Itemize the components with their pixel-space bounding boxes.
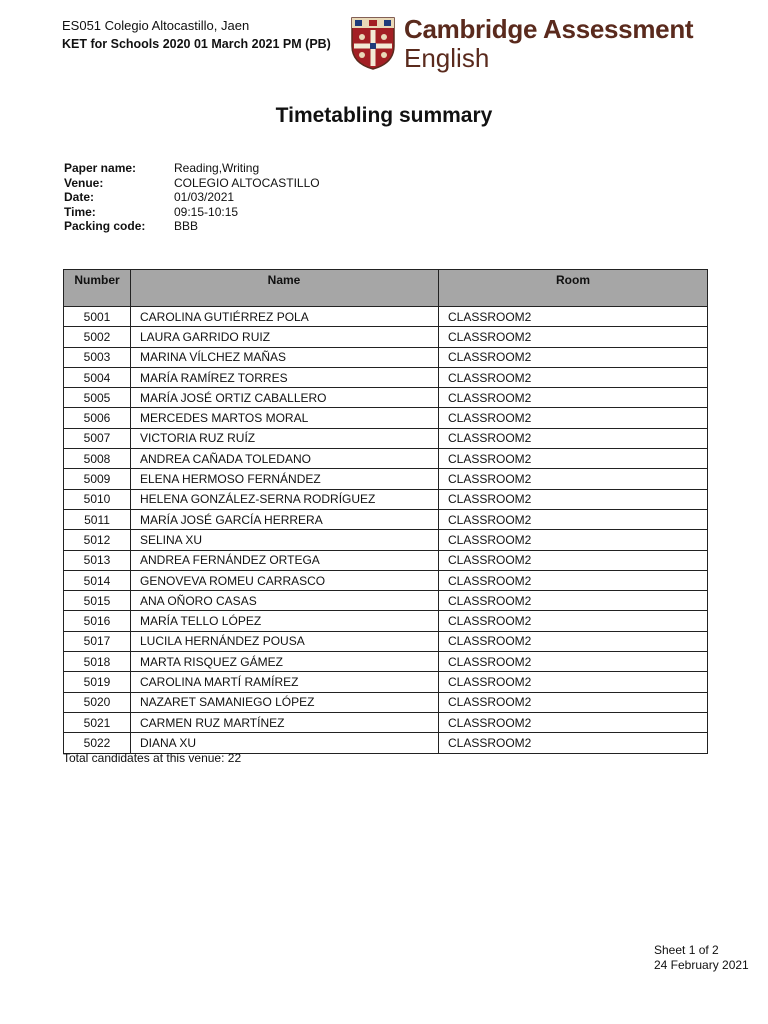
candidate-room: CLASSROOM2 [439,367,708,387]
table-row [64,530,708,550]
meta-label: Venue: [64,175,104,190]
table-row [64,428,708,448]
table-row [64,672,708,692]
meta-row [64,176,320,191]
candidate-number: 5010 [64,489,131,509]
table-row [64,307,708,327]
candidate-number: 5021 [64,712,131,732]
table-row [64,347,708,367]
table-row [64,652,708,672]
candidate-number: 5015 [64,591,131,611]
table-header-row [64,270,708,307]
table-row [64,611,708,631]
candidate-room: CLASSROOM2 [439,712,708,732]
candidate-name: ELENA HERMOSO FERNÁNDEZ [131,469,439,489]
candidate-number: 5001 [64,307,131,327]
candidate-number: 5012 [64,530,131,550]
candidate-room: CLASSROOM2 [439,489,708,509]
paper-details [64,161,320,234]
candidate-room: CLASSROOM2 [439,530,708,550]
table-row [64,591,708,611]
logo-line2: English [404,43,490,73]
candidate-room: CLASSROOM2 [439,428,708,448]
print-date: 24 February 2021 [654,957,749,972]
header-room: Room [439,270,708,307]
candidate-name: MARTA RISQUEZ GÁMEZ [131,652,439,672]
table-row [64,509,708,529]
candidate-number: 5022 [64,733,131,753]
candidate-number: 5007 [64,428,131,448]
candidate-number: 5020 [64,692,131,712]
meta-row [64,161,320,176]
meta-label: Packing code: [64,219,146,233]
meta-row [64,219,320,234]
table-row [64,469,708,489]
candidate-name: GENOVEVA ROMEU CARRASCO [131,570,439,590]
sheet-number: Sheet 1 of 2 [654,943,719,957]
candidate-name: MARÍA JOSÉ GARCÍA HERRERA [131,509,439,529]
meta-row [64,205,320,220]
table-row [64,692,708,712]
candidate-name: MARÍA TELLO LÓPEZ [131,611,439,631]
header-number: Number [64,270,131,307]
candidate-room: CLASSROOM2 [439,449,708,469]
candidate-name: NAZARET SAMANIEGO LÓPEZ [131,692,439,712]
candidate-room: CLASSROOM2 [439,469,708,489]
candidate-room: CLASSROOM2 [439,388,708,408]
page-title: Timetabling summary [275,104,493,127]
exam-session: KET for Schools 2020 01 March 2021 PM (PB) [62,37,331,51]
candidate-name: SELINA XU [131,530,439,550]
meta-label: Date: [64,190,95,204]
centre-name: ES051 Colegio Altocastillo, Jaen [62,18,250,33]
meta-value: 09:15-10:15 [174,204,239,219]
meta-label: Paper name: [64,161,137,175]
candidate-number: 5019 [64,672,131,692]
header-name: Name [131,270,439,307]
candidate-number: 5005 [64,388,131,408]
table-row [64,712,708,732]
meta-row [64,190,320,205]
candidate-number: 5017 [64,631,131,651]
cambridge-logo [350,14,694,73]
candidate-room: CLASSROOM2 [439,611,708,631]
candidate-name: ANA OÑORO CASAS [131,591,439,611]
candidate-name: VICTORIA RUZ RUÍZ [131,428,439,448]
candidate-number: 5013 [64,550,131,570]
candidate-room: CLASSROOM2 [439,307,708,327]
meta-value: COLEGIO ALTOCASTILLO [174,175,320,190]
candidate-room: CLASSROOM2 [439,672,708,692]
meta-value: 01/03/2021 [174,190,235,204]
table-row [64,367,708,387]
candidate-name: LAURA GARRIDO RUIZ [131,327,439,347]
candidate-name: ANDREA CAÑADA TOLEDANO [131,449,439,469]
candidate-name: HELENA GONZÁLEZ-SERNA RODRÍGUEZ [131,489,439,509]
candidate-number: 5018 [64,652,131,672]
candidate-room: CLASSROOM2 [439,631,708,651]
candidate-name: ANDREA FERNÁNDEZ ORTEGA [131,550,439,570]
meta-value: BBB [174,219,199,233]
candidate-room: CLASSROOM2 [439,570,708,590]
table-row [64,733,708,753]
table-row [64,489,708,509]
candidate-room: CLASSROOM2 [439,347,708,367]
table-row [64,570,708,590]
candidate-room: CLASSROOM2 [439,550,708,570]
table-row [64,408,708,428]
candidate-name: MARINA VÍLCHEZ MAÑAS [131,347,439,367]
candidate-number: 5014 [64,570,131,590]
candidate-number: 5008 [64,449,131,469]
candidate-number: 5009 [64,469,131,489]
candidate-room: CLASSROOM2 [439,509,708,529]
candidate-number: 5016 [64,611,131,631]
total-candidates: Total candidates at this venue: 22 [63,751,242,765]
table-row [64,550,708,570]
logo-line1: Cambridge Assessment [404,14,694,44]
candidate-room: CLASSROOM2 [439,733,708,753]
table-body [64,307,708,754]
table-row [64,388,708,408]
candidate-room: CLASSROOM2 [439,591,708,611]
candidate-number: 5002 [64,327,131,347]
table-row [64,631,708,651]
meta-value: Reading,Writing [174,161,260,175]
document-header [62,18,331,52]
meta-label: Time: [64,204,96,219]
table-row [64,327,708,347]
candidate-room: CLASSROOM2 [439,652,708,672]
candidate-name: CAROLINA MARTÍ RAMÍREZ [131,672,439,692]
candidate-name: CARMEN RUZ MARTÍNEZ [131,712,439,732]
table-row [64,449,708,469]
candidate-room: CLASSROOM2 [439,327,708,347]
candidate-number: 5004 [64,367,131,387]
candidate-number: 5011 [64,509,131,529]
cambridge-shield-icon [350,16,396,70]
candidate-name: MERCEDES MARTOS MORAL [131,408,439,428]
candidate-name: MARÍA RAMÍREZ TORRES [131,367,439,387]
candidate-number: 5003 [64,347,131,367]
candidate-room: CLASSROOM2 [439,692,708,712]
candidate-name: CAROLINA GUTIÉRREZ POLA [131,307,439,327]
candidate-name: MARÍA JOSÉ ORTIZ CABALLERO [131,388,439,408]
candidate-number: 5006 [64,408,131,428]
candidate-name: DIANA XU [131,733,439,753]
candidate-room: CLASSROOM2 [439,408,708,428]
page-footer [654,943,749,972]
candidates-table [63,269,708,754]
candidate-name: LUCILA HERNÁNDEZ POUSA [131,631,439,651]
